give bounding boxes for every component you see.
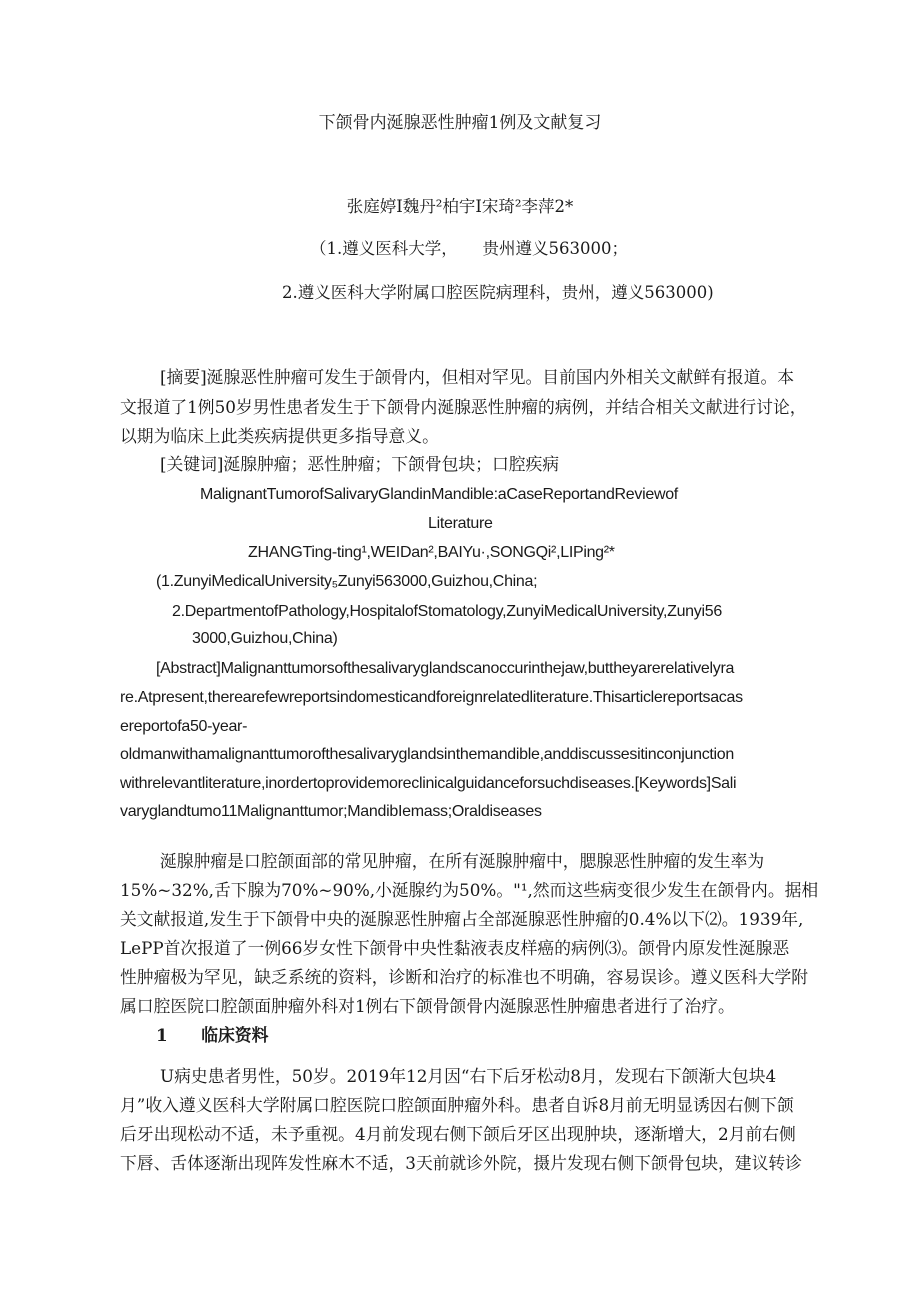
abstract-cn-line: 文报道了1例50岁男性患者发生于下颌骨内涎腺恶性肿瘤的病例，并结合相关文献进行讨论， (120, 397, 807, 417)
authors-cn: 张庭婷I魏丹²柏宇I宋琦²李萍2* (346, 197, 574, 216)
abstract-en-line: withrelevantliterature,inordertoprovidemoreclinicalguidanceforsuchdiseases.[Keywords]Sali (120, 775, 737, 792)
intro-line: 涎腺肿瘤是口腔颌面部的常见肿瘤，在所有涎腺肿瘤中，腮腺恶性肿瘤的发生率为 (160, 851, 765, 871)
affiliation-en-line: 2.DepartmentofPathology,HospitalofStomatology,ZunyiMedicalUniversity,Zunyi56 (172, 603, 722, 620)
affiliation-en-line: 3000,Guizhou,China) (192, 630, 338, 647)
title-en-line: Literature (428, 515, 493, 532)
history-line: 下唇、舌体逐渐出现阵发性麻木不适，3天前就诊外院，摄片发现右侧下颌骨包块，建议转诊 (120, 1153, 802, 1173)
intro-line: 属口腔医院口腔颌面肿瘤外科对1例右下颌骨颌骨内涎腺恶性肿瘤患者进行了治疗。 (120, 996, 735, 1016)
abstract-cn-line: 以期为临床上此类疾病提供更多指导意义。 (120, 426, 439, 446)
page-title: 下颌骨内涎腺恶性肿瘤1例及文献复习 (318, 113, 602, 133)
section-heading: 1 临床资料 (156, 1025, 269, 1045)
affiliation-cn-1: （1.遵义医科大学， 贵州遵义563000； (310, 239, 628, 258)
history-line: U病史患者男性，50岁。2019年12月因“右下后牙松动8月，发现右下颌渐大包块4 (160, 1066, 777, 1086)
affiliation-en-line: (1.ZunyiMedicalUniversity₅Zunyi563000,Guizhou,China; (156, 573, 538, 590)
history-line: 后牙出现松动不适，未予重视。4月前发现右侧下颌后牙区出现肿块，逐渐增大，2月前右侧 (120, 1124, 796, 1144)
abstract-en-line: ereportofa50-year- (120, 718, 248, 735)
intro-line: 15%~32%,舌下腺为70%~90%,小涎腺约为50%。"¹,然而这些病变很少发生在颌骨内。据相 (120, 880, 819, 900)
history-line: 月”收入遵义医科大学附属口腔医院口腔颌面肿瘤外科。患者自诉8月前无明显诱因右侧下颌 (120, 1095, 794, 1115)
intro-line: 性肿瘤极为罕见，缺乏系统的资料，诊断和治疗的标准也不明确，容易误诊。遵义医科大学附 (120, 967, 809, 987)
intro-line: LePP首次报道了一例66岁女性下颌骨中央性黏液表皮样癌的病例⑶。颌骨内原发性涎腺恶 (120, 938, 790, 958)
abstract-cn-line: [摘要]涎腺恶性肿瘤可发生于颌骨内，但相对罕见。目前国内外相关文献鲜有报道。本 (160, 367, 795, 387)
title-en-line: MalignantTumorofSalivaryGlandinMandible:aCaseReportandReviewof (200, 486, 678, 503)
abstract-en-line: re.Atpresent,therearefewreportsindomesticandforeignrelatedliterature.Thisarticlereportsacas (120, 689, 743, 706)
affiliation-cn-2: 2.遵义医科大学附属口腔医院病理科，贵州，遵义563000) (282, 283, 714, 302)
intro-line: 关文献报道,发生于下颌骨中央的涎腺恶性肿瘤占全部涎腺恶性肿瘤的0.4%以下⑵。1939年, (120, 909, 804, 929)
keywords-cn: [关键词]涎腺肿瘤；恶性肿瘤；下颌骨包块；口腔疾病 (160, 454, 560, 474)
abstract-en-line: varyglandtumo11Malignanttumor;MandibIemass;Oraldiseases (120, 803, 542, 820)
authors-en: ZHANGTing-ting¹,WEIDan²,BAIYu·,SONGQi²,LIPing²* (248, 544, 615, 561)
abstract-en-line: oldmanwithamalignanttumorofthesalivaryglandsinthemandible,anddiscussesitinconjunction (120, 746, 734, 763)
abstract-en-line: [Abstract]Malignanttumorsofthesalivaryglandscanoccurinthejaw,buttheyarerelativelyra (156, 660, 735, 677)
